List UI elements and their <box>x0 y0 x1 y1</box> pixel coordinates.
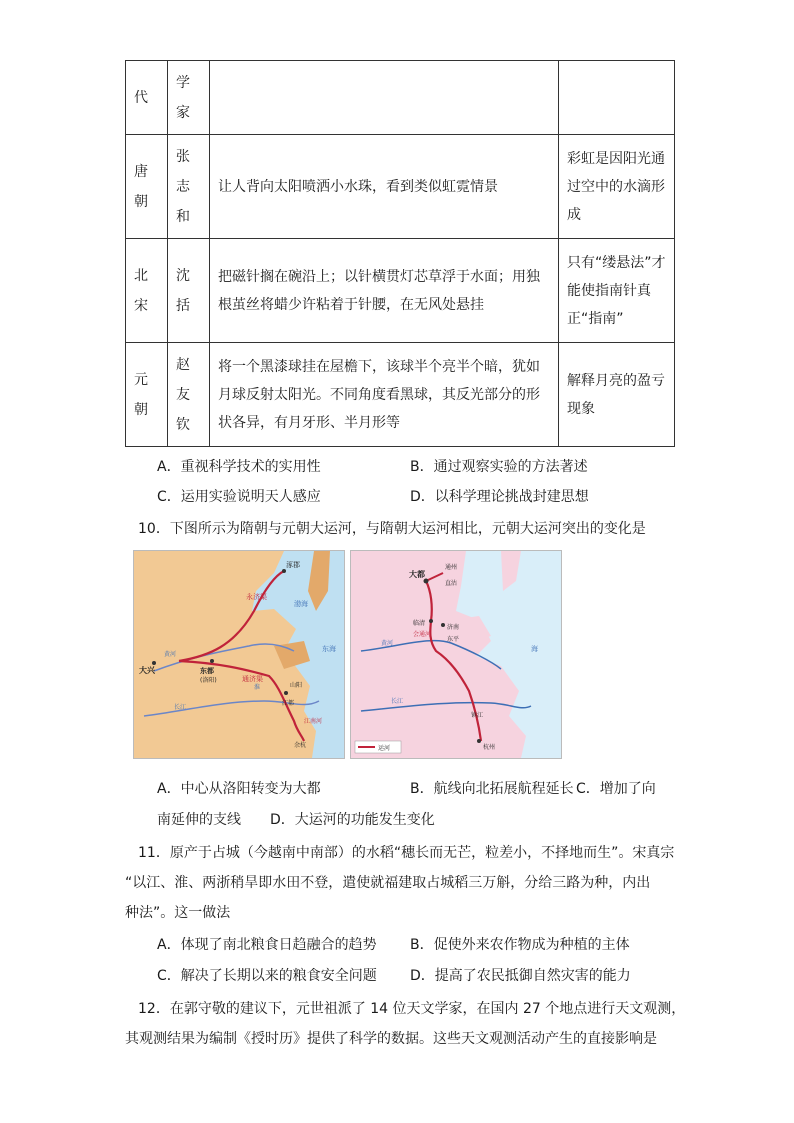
label-yuhang: 余杭 <box>294 742 307 749</box>
q11-stem-line3: 种法”。这一做法 <box>125 905 231 921</box>
label-zhenjiang: 镇江 <box>471 712 484 719</box>
label-donghai: 东海 <box>322 645 336 653</box>
label-yongji: 永济渠 <box>246 593 267 601</box>
city-dot <box>284 691 288 695</box>
label-bohai: 渤海 <box>294 600 308 608</box>
scientists-table <box>125 60 675 447</box>
q10-option-d[interactable]: D．大运河的功能发生变化 <box>270 812 435 828</box>
q12-stem-line1: 12．在郭守敬的建议下，元世祖派了 14 位天文学家，在国内 27 个地点进行天文观测， <box>138 1001 686 1017</box>
q10-option-c-continued[interactable]: 南延伸的支线 <box>157 812 241 828</box>
city-dot <box>477 739 481 743</box>
label-linqing: 临清 <box>413 620 426 627</box>
cell-name: 学家 <box>168 61 210 135</box>
city-dot <box>441 623 445 627</box>
table-row <box>126 239 675 343</box>
cell-name: 张志和 <box>168 135 210 239</box>
cell-era: 唐朝 <box>126 135 168 239</box>
q9-option-c[interactable]: C．运用实验说明天人感应 <box>157 489 321 505</box>
label-zhuojun: 涿郡 <box>286 561 300 569</box>
label-huanghe: 黄河 <box>164 651 177 658</box>
q12-stem-line2: 其观测结果为编制《授时历》提供了科学的数据。这些天文观测活动产生的直接影响是 <box>125 1031 657 1047</box>
legend-canal-label: 运河 <box>378 745 391 752</box>
city-dot <box>429 619 433 623</box>
label-jinan: 济南 <box>447 624 460 631</box>
cell-desc: 将一个黑漆球挂在屋檐下，该球半个亮半个暗，犹如月球反射太阳光。不同角度看黑球，其反光部分的形状各异，有月牙形、半月形等 <box>210 343 559 447</box>
q10-option-b[interactable]: B．航线向北拓展航程延长 <box>410 781 574 797</box>
city-dot <box>210 659 214 663</box>
cell-result: 只有“缕悬法”才能使指南针真正“指南” <box>559 239 675 343</box>
table-row <box>126 61 675 135</box>
label-jiangdu: 江都 <box>282 700 295 707</box>
yuan-canal-map <box>350 550 562 759</box>
label-luoyang: (洛阳) <box>200 677 217 684</box>
q11-option-a[interactable]: A．体现了南北粮食日趋融合的趋势 <box>157 937 377 953</box>
q11-stem-line2: “以江、淮、两浙稍旱即水田不登，遣使就福建取占城稻三万斛，分给三路为种，内出 <box>125 875 651 891</box>
city-dot <box>282 569 286 573</box>
label-sea: 海 <box>531 645 538 653</box>
cell-desc: 把磁针搁在碗沿上；以针横贯灯芯草浮于水面；用独根茧丝将蜡少许粘着于针腰，在无风处悬挂 <box>210 239 559 343</box>
q10-option-c[interactable]: C．增加了向 <box>576 781 656 797</box>
q11-option-b[interactable]: B．促使外来农作物成为种植的主体 <box>410 937 630 953</box>
q11-stem-line1: 11．原产于占城（今越南中南部）的水稻“穗长而无芒，粒差小，不择地而生”。宋真宗 <box>138 845 675 861</box>
q11-option-c[interactable]: C．解决了长期以来的粮食安全问题 <box>157 968 377 984</box>
q9-option-a[interactable]: A．重视科学技术的实用性 <box>157 459 321 475</box>
cell-era: 元朝 <box>126 343 168 447</box>
cell-desc: 让人背向太阳喷洒小水珠，看到类似虹霓情景 <box>210 135 559 239</box>
table-row <box>126 343 675 447</box>
table-row <box>126 135 675 239</box>
cell-name: 赵友钦 <box>168 343 210 447</box>
cell-era: 北宋 <box>126 239 168 343</box>
cell-result: 解释月亮的盈亏现象 <box>559 343 675 447</box>
label-huanghe: 黄河 <box>381 640 394 647</box>
cell-name: 沈括 <box>168 239 210 343</box>
label-dongping: 东平 <box>447 636 460 643</box>
label-hangzhou: 杭州 <box>483 744 496 751</box>
cell-result <box>559 61 675 135</box>
label-dongdu: 东都 <box>200 667 214 675</box>
label-huai: 淮 <box>254 684 261 691</box>
label-changjiang: 长江 <box>391 698 404 705</box>
label-tongzhou: 通州 <box>445 564 458 571</box>
city-dot <box>424 579 429 584</box>
label-zhigu: 直沽 <box>445 580 458 587</box>
city-dot <box>152 661 156 665</box>
cell-era: 代 <box>126 61 168 135</box>
q9-option-d[interactable]: D．以科学理论挑战封建思想 <box>410 489 589 505</box>
label-shanyang: 山阳 <box>290 682 303 689</box>
label-changjiang: 长江 <box>174 704 187 711</box>
sui-canal-map <box>133 550 345 759</box>
label-jiangnan: 江南河 <box>304 718 323 725</box>
label-dadu: 大都 <box>409 570 425 579</box>
label-huitong: 会通河 <box>413 631 432 638</box>
label-daxing: 大兴 <box>139 666 155 675</box>
q11-option-d[interactable]: D．提高了农民抵御自然灾害的能力 <box>410 968 631 984</box>
q10-stem: 10．下图所示为隋朝与元朝大运河，与隋朝大运河相比，元朝大运河突出的变化是 <box>138 521 646 537</box>
cell-desc <box>210 61 559 135</box>
q10-option-a[interactable]: A．中心从洛阳转变为大都 <box>157 781 321 797</box>
label-tongji: 通济渠 <box>242 675 263 683</box>
cell-result: 彩虹是因阳光通过空中的水滴形成 <box>559 135 675 239</box>
q9-option-b[interactable]: B．通过观察实验的方法著述 <box>410 459 588 475</box>
